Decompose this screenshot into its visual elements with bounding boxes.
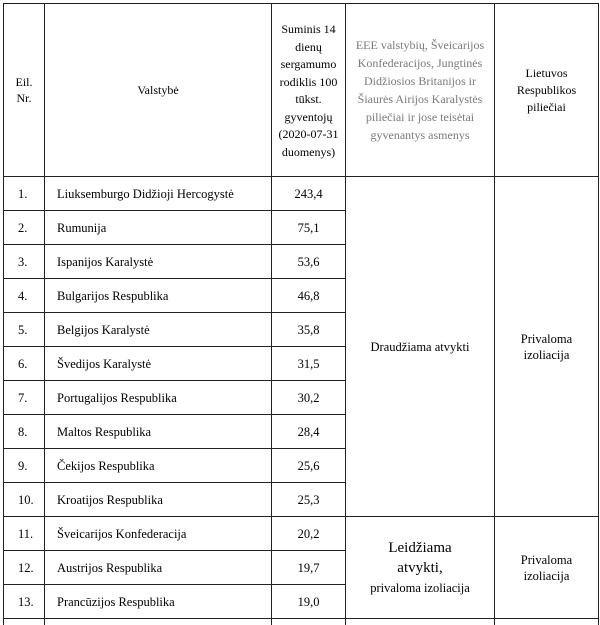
- country-name: Prancūzijos Respublika: [45, 585, 272, 619]
- incidence-value: 243,4: [272, 177, 346, 211]
- incidence-value: 30,2: [272, 381, 346, 415]
- row-number: 5.: [4, 313, 45, 347]
- header-number: Eil. Nr.: [4, 4, 45, 177]
- header-state: Valstybė: [45, 4, 272, 177]
- header-lithuanian-citizens: Lietuvos Respublikos piliečiai: [495, 4, 599, 177]
- cutoff-cell: [4, 619, 45, 625]
- country-name: Švedijos Karalystė: [45, 347, 272, 381]
- country-name: Kroatijos Respublika: [45, 483, 272, 517]
- country-name: Šveicarijos Konfederacija: [45, 517, 272, 551]
- country-table: [3, 3, 599, 625]
- row-number: 9.: [4, 449, 45, 483]
- incidence-value: 19,0: [272, 585, 346, 619]
- country-name: Ispanijos Karalystė: [45, 245, 272, 279]
- country-name: Čekijos Respublika: [45, 449, 272, 483]
- row-number: 11.: [4, 517, 45, 551]
- country-name: Rumunija: [45, 211, 272, 245]
- row-number: 10.: [4, 483, 45, 517]
- country-name: Portugalijos Respublika: [45, 381, 272, 415]
- incidence-value: 75,1: [272, 211, 346, 245]
- table-row: [4, 177, 599, 211]
- incidence-value: 35,8: [272, 313, 346, 347]
- incidence-value: 19,7: [272, 551, 346, 585]
- cutoff-cell: [45, 619, 272, 625]
- country-name: Maltos Respublika: [45, 415, 272, 449]
- row-number: 4.: [4, 279, 45, 313]
- row-number: 7.: [4, 381, 45, 415]
- incidence-value: 31,5: [272, 347, 346, 381]
- cutoff-cell: [272, 619, 346, 625]
- row-number: 12.: [4, 551, 45, 585]
- country-name: Bulgarijos Respublika: [45, 279, 272, 313]
- incidence-value: 25,3: [272, 483, 346, 517]
- row-number: 6.: [4, 347, 45, 381]
- incidence-value: 25,6: [272, 449, 346, 483]
- incidence-value: 46,8: [272, 279, 346, 313]
- country-name: Belgijos Karalystė: [45, 313, 272, 347]
- country-table-container: [3, 3, 599, 625]
- table-row: [4, 517, 599, 551]
- cutoff-cell: [495, 619, 599, 625]
- country-name: Liuksemburgo Didžioji Hercogystė: [45, 177, 272, 211]
- header-incidence-rate: Suminis 14 dienų sergamumo rodiklis 100 tūkst. gyventojų (2020-07-31 duomenys): [272, 4, 346, 177]
- eee-rule-forbidden: Draudžiama atvykti: [346, 177, 495, 517]
- country-name: Austrijos Respublika: [45, 551, 272, 585]
- row-number: 1.: [4, 177, 45, 211]
- incidence-value: 53,6: [272, 245, 346, 279]
- row-number: 13.: [4, 585, 45, 619]
- lt-rule-isolation: Privaloma izoliacija: [495, 177, 599, 517]
- lt-rule-isolation-2: Privaloma izoliacija: [495, 517, 599, 619]
- incidence-value: 28,4: [272, 415, 346, 449]
- row-number: 3.: [4, 245, 45, 279]
- row-number: 8.: [4, 415, 45, 449]
- cutoff-cell: [346, 619, 495, 625]
- eee-rule-allowed: Leidžiama atvykti, privaloma izoliacija: [346, 517, 495, 619]
- table-row-cutoff: [4, 619, 599, 625]
- table-header-row: [4, 4, 599, 177]
- header-eee-citizens: EEE valstybių, Šveicarijos Konfederacijos, Jungtinės Didžiosios Britanijos ir Šiaurės Airijos Karalystės piliečiai ir jose teisėtai gyvenantys asmenys: [346, 4, 495, 177]
- incidence-value: 20,2: [272, 517, 346, 551]
- row-number: 2.: [4, 211, 45, 245]
